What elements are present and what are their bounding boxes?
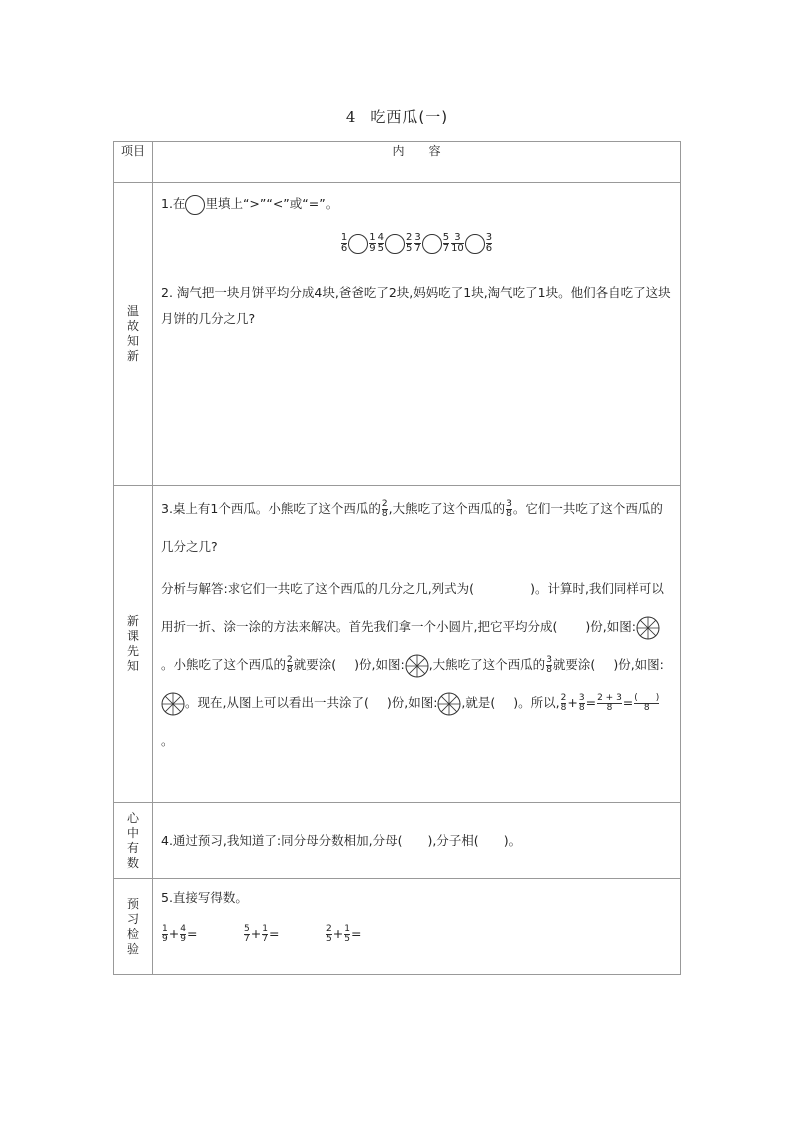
a8: 就要涂( [552,657,596,672]
review-row [114,183,681,486]
a4: 。小熊吃了这个西瓜的 [161,657,287,672]
frac-den: 6 [485,243,493,254]
q1-compare-row [161,233,672,254]
fraction [262,925,268,944]
frac-result[interactable] [634,694,659,713]
pie-icon [161,692,185,716]
fraction [414,233,420,254]
frac-num: 3 [414,232,421,243]
frac-3-8 [506,500,512,519]
section-char: 中 [126,825,139,840]
fraction [486,233,492,254]
frac-den: 8 [560,703,567,713]
section-char: 知 [126,334,139,348]
frac-den: 9 [369,243,376,254]
equals-sign: = [268,926,280,941]
a5: 就要涂( [293,657,337,672]
section-label-check [114,879,153,975]
pie-icon [437,692,461,716]
section-char: 检 [126,926,139,941]
fraction [180,925,186,944]
frac-num: 1 [369,232,376,243]
frac-num: 4 [377,232,384,243]
frac-num: 2 + 3 [597,693,622,703]
new-row [114,486,681,803]
new-content [153,486,681,803]
frac-num: 3 [485,232,493,243]
q3-question [161,490,672,566]
frac-num: 5 [244,923,250,934]
frac-num: 4 [180,923,186,934]
plus-sign: + [168,926,180,941]
compare-circle[interactable] [348,234,368,254]
equals-sign: = [622,695,634,710]
fraction [344,925,350,944]
frac-den: 8 [546,665,552,675]
frac-sum [597,694,622,713]
frac-num: 3 [546,655,552,665]
frac-num: 2 [405,232,413,243]
frac-den: 8 [287,665,293,675]
fraction [369,233,375,254]
eq-end: 。 [161,733,174,748]
frac-den: 8 [381,509,388,519]
frac-2-8 [287,656,293,675]
equals-sign: = [585,695,597,710]
header-item: 项目 [114,142,153,183]
section-char: 温 [126,304,139,318]
section-char: 验 [126,941,139,956]
frac-den: 9 [180,933,186,944]
section-mind-text [114,811,152,871]
header-content: 内 容 [153,142,681,183]
q1-prefix: 1.在 [161,196,186,211]
section-char: 课 [126,629,139,643]
section-char: 预 [126,896,139,911]
frac-num: 3 [578,693,585,703]
a7: ,大熊吃了这个西瓜的 [428,657,546,672]
frac-den: 7 [414,243,421,254]
q5-item[interactable] [325,923,407,945]
a1: 分析与解答:求它们一共吃了这个西瓜的几分之几,列式为( [161,581,475,596]
pie-icon [405,654,429,678]
frac-num: 1 [162,923,168,934]
frac-num: 2 [381,499,388,509]
section-char: 新 [126,349,139,363]
mind-row [114,803,681,879]
compare-circle[interactable] [465,234,485,254]
frac-3-8 [546,656,552,675]
plus-sign: + [332,926,344,941]
review-content [153,183,681,486]
section-char: 数 [126,855,139,870]
fraction [326,925,332,944]
compare-circle[interactable] [385,234,405,254]
section-char: 新 [126,614,139,628]
lesson-number: 4 [345,108,357,126]
fraction [451,233,464,254]
q1-line [161,193,672,215]
section-char: 有 [126,840,139,855]
section-char: 故 [126,319,139,333]
frac-num: 1 [344,923,350,934]
fraction [378,233,384,254]
frac-num: ( ) [634,693,660,703]
page-title [0,106,794,127]
lesson-title: 吃西瓜(一) [370,108,449,126]
q3-analysis [161,570,672,760]
a13: )。所以, [513,695,560,710]
frac-den: 6 [340,243,348,254]
frac-den: 5 [377,243,384,254]
fraction [341,233,347,254]
frac-den: 8 [578,703,585,713]
section-char: 习 [126,911,139,926]
frac-den: 8 [606,703,613,713]
check-row [114,879,681,975]
frac-num: 5 [442,232,450,243]
frac-den: 9 [162,933,168,944]
frac-den: 8 [506,509,512,519]
q4-text: 4.通过预习,我知道了:同分母分数相加,分母( ),分子相( )。 [153,803,681,879]
frac-den: 5 [405,243,413,254]
pie-icon [636,616,660,640]
check-content [153,879,681,975]
a3: )份,如图: [585,619,636,634]
frac-den: 8 [643,703,650,713]
frac-den: 7 [442,243,450,254]
fraction [162,925,168,944]
section-char: 心 [126,810,139,825]
frac-num: 3 [454,232,461,243]
frac-2-8 [561,694,567,713]
q5-items [161,923,672,945]
frac-den: 10 [451,243,464,254]
frac-num: 2 [287,655,293,665]
plus-sign: + [250,926,262,941]
section-char: 知 [126,659,139,673]
frac-2-8 [382,500,388,519]
compare-circle[interactable] [422,234,442,254]
frac-num: 2 [326,923,332,934]
section-label-mind [114,803,153,879]
frac-den: 5 [326,933,332,944]
worksheet-table [113,141,681,975]
equals-sign: = [186,926,198,941]
frac-num: 1 [340,232,348,243]
fraction [244,925,250,944]
q1-suffix: 里填上“>”“<”或“=”。 [205,196,339,211]
q5-item[interactable] [243,923,325,945]
q3-t3: 。它们一共吃了这个西瓜的几分之几? [161,501,663,554]
a11: )份,如图: [386,695,438,710]
q3-t2: ,大熊吃了这个西瓜的 [388,501,506,516]
q2-text: 2. 淘气把一块月饼平均分成4块,爸爸吃了2块,妈妈吃了1块,淘气吃了1块。他们各自吃了这块月饼的几分之几? [161,285,671,326]
frac-den: 7 [262,933,268,944]
frac-num: 3 [506,499,512,509]
a6: )份,如图: [354,657,405,672]
frac-num: 1 [262,923,268,934]
fraction [443,233,449,254]
q5-title: 5.直接写得数。 [161,890,248,905]
a10: 。现在,从图上可以看出一共涂了( [185,695,369,710]
section-label-new [114,486,153,803]
table-header-row [114,142,681,183]
frac-den: 5 [344,933,350,944]
a12: ,就是( [461,695,496,710]
q3-t1: 3.桌上有1个西瓜。小熊吃了这个西瓜的 [161,501,381,516]
compare-circle[interactable] [185,195,205,215]
equals-sign: = [350,926,362,941]
a9: )份,如图: [613,657,664,672]
frac-num: 2 [560,693,567,703]
a2: )。计算时,我们同样可以用折一折、涂一涂的方法来解决。首先我们拿一个小圆片,把它平均分成( [161,581,664,634]
frac-den: 7 [244,933,250,944]
fraction [406,233,412,254]
section-review-text [114,304,152,364]
frac-3-8 [579,694,585,713]
section-label-review [114,183,153,486]
plus-sign: + [567,695,578,710]
section-check-text [114,897,152,957]
section-char: 先 [126,644,139,658]
section-new-text [114,614,152,674]
q5-item[interactable] [161,923,243,945]
